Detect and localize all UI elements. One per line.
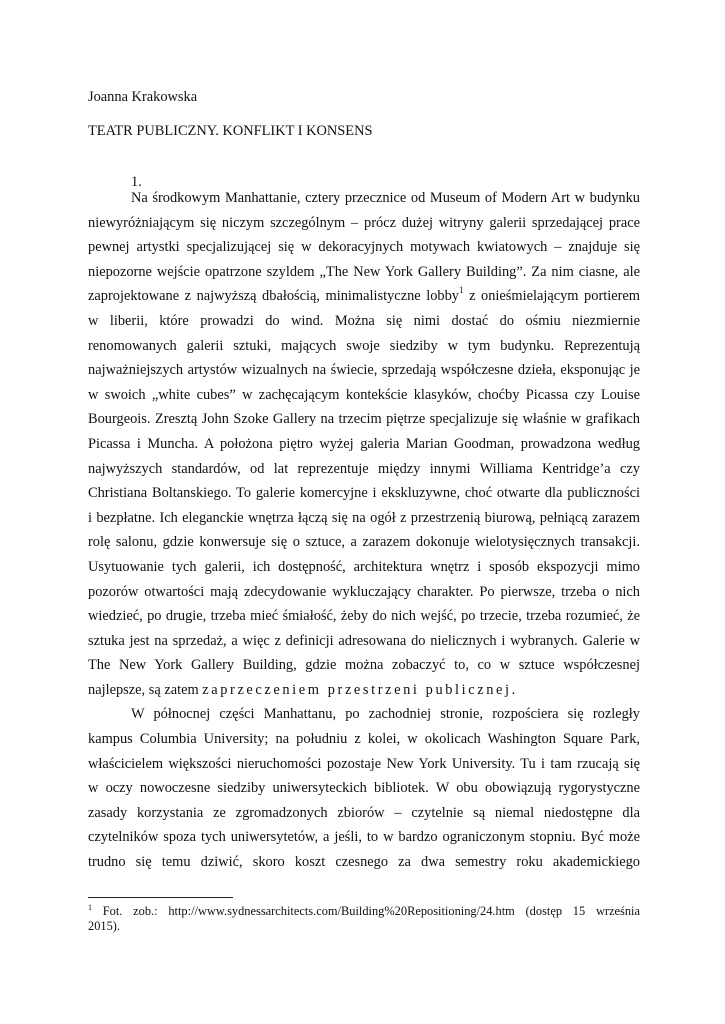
body-line: najwyższych standardów, od lat reprezentuje między innymi Williama Kentridge’a czy	[88, 460, 640, 477]
footnote-line: 2015).	[88, 919, 121, 933]
body-line: The New York Gallery Building, gdzie można zobaczyć to, co w sztuce współczesnej	[88, 657, 640, 674]
body-line-text: najlepsze, są zatem	[88, 681, 199, 698]
footnote	[88, 904, 640, 934]
body-line: w liberii, które prowadzi do wind. Można się nimi dostać do ośmiu niezmiernie	[88, 312, 640, 329]
body-line: najważniejszych artystów wizualnych na świecie, sprzedają współczesne dzieła, eksponując je	[88, 362, 640, 379]
body-line: Picassa i Muncha. A położona piętro wyżej galeria Marian Goodman, prowadzona według	[88, 435, 640, 452]
body-line: kampus Columbia University; na południu z kolei, w okolicach Washington Square Park,	[88, 731, 640, 748]
footnote-marker: 1	[88, 903, 92, 912]
body-line: Christiana Boltanskiego. To galerie komercyjne i ekskluzywne, choć otwarte dla publiczności	[88, 485, 640, 502]
body-line: trudno się temu dziwić, skoro koszt czesnego za dwa semestry roku akademickiego	[88, 854, 640, 871]
document-title: TEATR PUBLICZNY. KONFLIKT I KONSENS	[88, 123, 373, 139]
body-line: właścicielem większości nieruchomości pozostaje New York University. Tu i tam rzucają się	[88, 755, 640, 772]
body-line: wiedzieć, po drugie, trzeba mieć śmiałość, żeby do nich wejść, po trzecie, trzeba rozumieć, że	[88, 608, 640, 625]
body-line: czytelników spoza tych uniwersytetów, a jeśli, to w bardzo ograniczonym stopniu. Być może	[88, 829, 640, 846]
body-line: pozorów otwartości mają zdecydowanie wykluczający charakter. Po pierwsze, trzeba o nich	[88, 583, 640, 600]
body-line: zasady korzystania ze zgromadzonych zbiorów – czytelnie są niemal niedostępne dla	[88, 804, 640, 821]
emphasized-phrase: zaprzeczeniem przestrzeni publicznej.	[202, 681, 518, 698]
author-name: Joanna Krakowska	[88, 89, 198, 105]
body-line-text: zaprojektowane z najwyższą dbałością, minimalistyczne lobby	[88, 288, 459, 305]
body-line: niewyróżniającym się niczym szczególnym – prócz dużej witryny galerii sprzedającej prace	[88, 214, 640, 231]
footnote-separator	[88, 897, 233, 898]
body-line: Na środkowym Manhattanie, cztery przecznice od Museum of Modern Art w budynku	[131, 190, 640, 206]
body-line	[88, 284, 640, 309]
body-line: Bourgeois. Zresztą John Szoke Gallery na trzecim piętrze specjalizuje się właśnie w grafikach	[88, 411, 640, 428]
body-line: niepozorne wejście opatrzone szyldem „The New York Gallery Building”. Za nim ciasne, ale	[88, 263, 640, 280]
footnote-line	[88, 904, 640, 919]
body-text	[88, 186, 640, 875]
body-line: renomowanych galerii sztuki, mających swoje siedziby w tym budynku. Reprezentują	[88, 337, 640, 354]
section-number: 1.	[131, 174, 142, 190]
body-line-text: z onieśmielającym portierem	[469, 288, 640, 305]
body-line	[88, 678, 640, 703]
footnote-text: Fot. zob.: http://www.sydnessarchitects.com/Building%20Repositioning/24.htm (dostęp 15 września	[102, 904, 640, 918]
body-line: Usytuowanie tych galerii, ich dostępność, architektura wnętrz i sposób ekspozycji mimo	[88, 558, 640, 575]
body-line: sztuka jest na sprzedaż, a więc z definicji adresowana do nielicznych i wybranych. Galerie w	[88, 632, 640, 649]
body-line: w swoich „white cubes” w zachęcającym kontekście klasyków, choćby Picassa czy Louise	[88, 386, 640, 403]
body-line: W północnej części Manhattanu, po zachodniej stronie, rozpościera się rozległy	[131, 706, 640, 723]
body-line: pewnej artystki specjalizującej się w dekoracyjnych motywach kwiatowych – znajduje się	[88, 239, 640, 256]
body-line: w oczy nowoczesne siedziby uniwersyteckich bibliotek. W obu obowiązują rygorystyczne	[88, 780, 640, 797]
body-line: i bezpłatne. Ich eleganckie wnętrza łączą się na ogół z przestrzenią biurową, pełniącą zarazem	[88, 509, 640, 526]
footnote-reference: 1	[459, 285, 464, 296]
body-line: rolę salonu, gdzie konwersuje się o sztuce, a zarazem dokonuje wielotysięcznych transakcji.	[88, 534, 640, 551]
